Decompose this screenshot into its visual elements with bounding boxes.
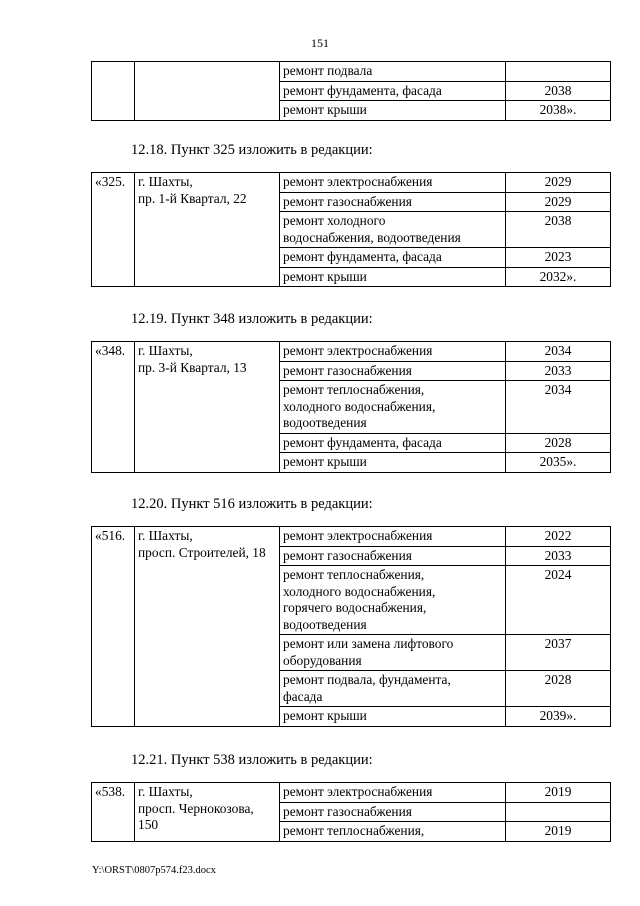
year-cell: 2032». — [506, 267, 611, 287]
address-cell: г. Шахты, пр. 1-й Квартал, 22 — [135, 173, 280, 287]
year-cell — [506, 802, 611, 822]
item-number — [92, 62, 135, 121]
work-type-cell: ремонт электроснабжения — [280, 783, 506, 803]
work-type-cell: ремонт теплоснабжения, холодного водоснабжения, горячего водоснабжения, водоотведения — [280, 566, 506, 635]
year-cell: 2028 — [506, 671, 611, 707]
work-type-cell: ремонт крыши — [280, 707, 506, 727]
year-cell: 2029 — [506, 173, 611, 193]
table-row — [92, 783, 611, 803]
year-cell: 2038». — [506, 101, 611, 121]
item-number: «516. — [92, 527, 135, 727]
work-type-cell: ремонт газоснабжения — [280, 802, 506, 822]
item-number: «348. — [92, 342, 135, 473]
section-title: 12.19. Пункт 348 изложить в редакции: — [131, 311, 373, 327]
table-row — [92, 342, 611, 362]
year-cell: 2038 — [506, 212, 611, 248]
work-type-cell: ремонт подвала — [280, 62, 506, 82]
year-cell: 2035». — [506, 453, 611, 473]
section-table — [91, 782, 611, 842]
table-row — [92, 527, 611, 547]
year-cell: 2029 — [506, 192, 611, 212]
item-number: «325. — [92, 173, 135, 287]
item-number: «538. — [92, 783, 135, 842]
work-type-cell: ремонт электроснабжения — [280, 342, 506, 362]
work-type-cell: ремонт электроснабжения — [280, 527, 506, 547]
section-table — [91, 341, 611, 473]
work-type-cell: ремонт теплоснабжения, — [280, 822, 506, 842]
year-cell: 2034 — [506, 342, 611, 362]
page-number: 151 — [311, 36, 329, 50]
year-cell: 2028 — [506, 433, 611, 453]
year-cell: 2037 — [506, 635, 611, 671]
top-table — [91, 61, 611, 121]
work-type-cell: ремонт фундамента, фасада — [280, 81, 506, 101]
work-type-cell: ремонт газоснабжения — [280, 361, 506, 381]
year-cell: 2038 — [506, 81, 611, 101]
section-title: 12.18. Пункт 325 изложить в редакции: — [131, 142, 373, 158]
work-type-cell: ремонт теплоснабжения, холодного водоснабжения, водоотведения — [280, 381, 506, 434]
section-title: 12.20. Пункт 516 изложить в редакции: — [131, 496, 373, 512]
table-row — [92, 62, 611, 82]
section-table — [91, 172, 611, 287]
work-type-cell: ремонт фундамента, фасада — [280, 433, 506, 453]
work-type-cell: ремонт крыши — [280, 453, 506, 473]
address-cell — [135, 62, 280, 121]
work-type-cell: ремонт фундамента, фасада — [280, 248, 506, 268]
year-cell: 2019 — [506, 783, 611, 803]
work-type-cell: ремонт холодного водоснабжения, водоотведения — [280, 212, 506, 248]
year-cell: 2034 — [506, 381, 611, 434]
address-cell: г. Шахты, просп. Строителей, 18 — [135, 527, 280, 727]
year-cell: 2022 — [506, 527, 611, 547]
section-title: 12.21. Пункт 538 изложить в редакции: — [131, 752, 373, 768]
year-cell: 2033 — [506, 361, 611, 381]
work-type-cell: ремонт газоснабжения — [280, 192, 506, 212]
work-type-cell: ремонт крыши — [280, 267, 506, 287]
footer-filepath: Y:\ORST\0807p574.f23.docx — [92, 865, 216, 876]
work-type-cell: ремонт или замена лифтового оборудования — [280, 635, 506, 671]
work-type-cell: ремонт электроснабжения — [280, 173, 506, 193]
address-cell: г. Шахты, просп. Чернокозова, 150 — [135, 783, 280, 842]
address-cell: г. Шахты, пр. 3-й Квартал, 13 — [135, 342, 280, 473]
year-cell: 2033 — [506, 546, 611, 566]
year-cell: 2024 — [506, 566, 611, 635]
work-type-cell: ремонт подвала, фундамента, фасада — [280, 671, 506, 707]
section-table — [91, 526, 611, 727]
year-cell: 2019 — [506, 822, 611, 842]
year-cell — [506, 62, 611, 82]
work-type-cell: ремонт крыши — [280, 101, 506, 121]
work-type-cell: ремонт газоснабжения — [280, 546, 506, 566]
table-row — [92, 173, 611, 193]
year-cell: 2039». — [506, 707, 611, 727]
year-cell: 2023 — [506, 248, 611, 268]
